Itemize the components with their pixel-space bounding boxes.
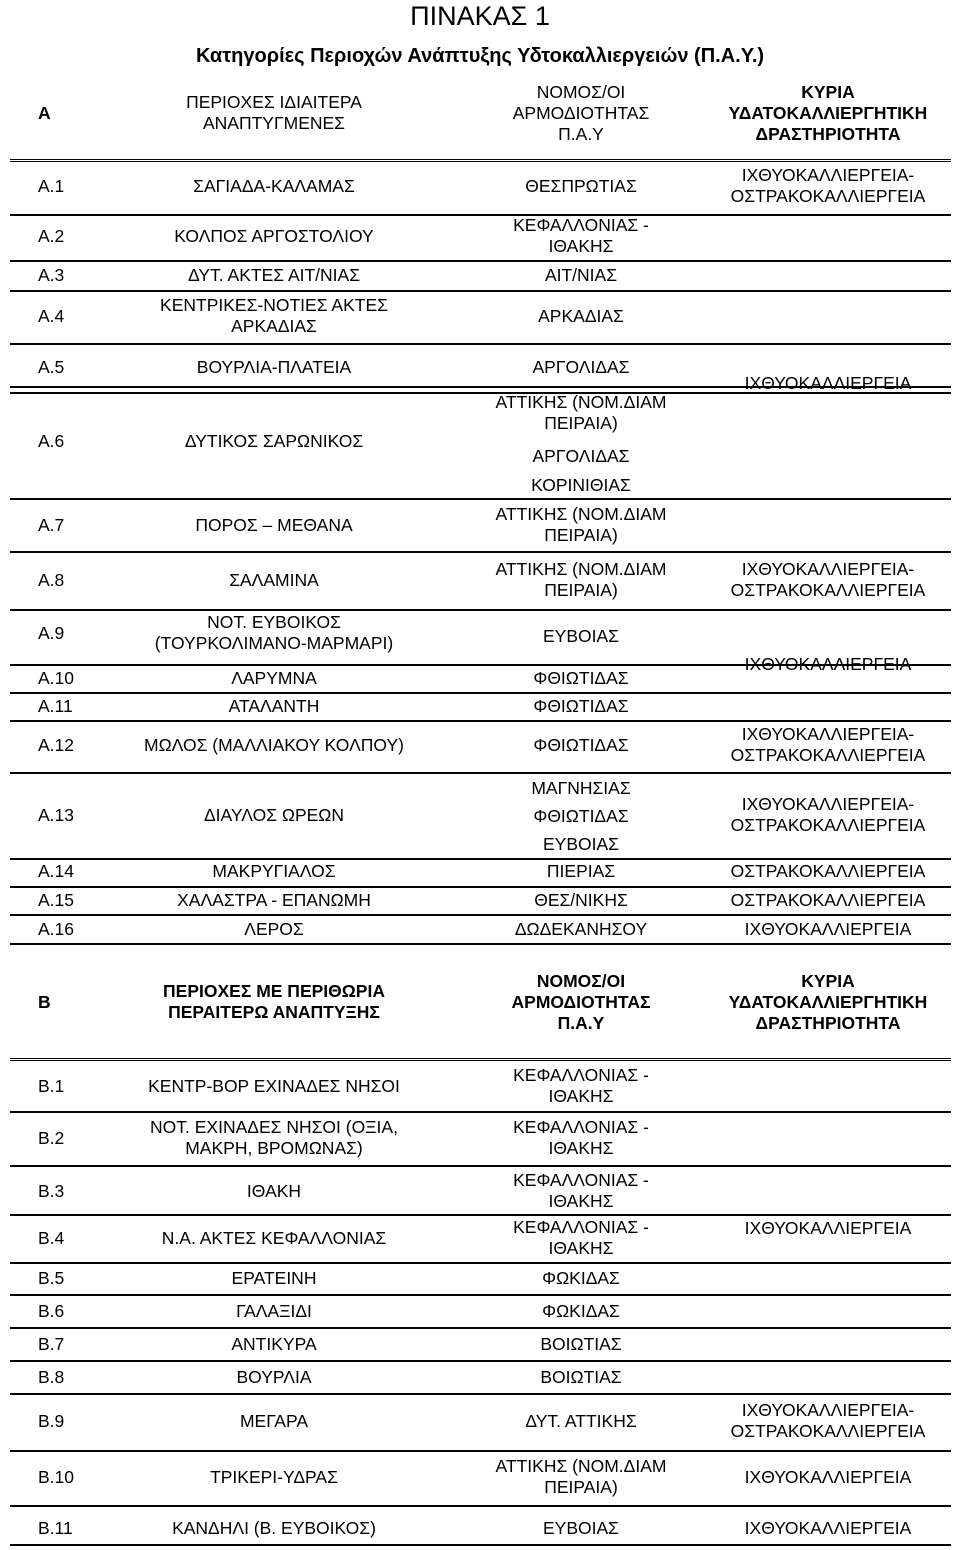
row-rule (10, 1505, 951, 1507)
row-code: Α.5 (38, 356, 65, 377)
row-code: Α.14 (38, 860, 74, 881)
activity-type: ΟΣΤΡΑΚΟΚΑΛΛΙΕΡΓΕΙΑ (730, 186, 926, 206)
row-rule (10, 392, 951, 394)
row-rule (10, 1360, 951, 1362)
area-name: ΚΕΝΤΡΙΚΕΣ-ΝΟΤΙΕΣ ΑΚΤΕΣ (160, 295, 388, 315)
prefecture-name: ΦΘΙΩΤΙΔΑΣ (533, 805, 629, 826)
area-name: ΤΡΙΚΕΡΙ-ΥΔΡΑΣ (210, 1466, 338, 1487)
section-b-prefecture-header: ΑΡΜΟΔΙΟΤΗΤΑΣ (511, 991, 651, 1012)
activity-type: ΙΧΘΥΟΚΑΛΛΙΕΡΓΕΙΑ (744, 1517, 912, 1538)
section-b-activity-header: ΔΡΑΣΤΗΡΙΟΤΗΤΑ (755, 1012, 901, 1033)
row-rule (10, 551, 951, 553)
prefecture-name: ΚΕΦΑΛΛΟΝΙΑΣ - (513, 1170, 649, 1190)
prefecture-name: ΑΤΤΙΚΗΣ (ΝΟΜ.ΔΙΑΜ (495, 392, 667, 412)
prefecture-name: ΑΤΤΙΚΗΣ (ΝΟΜ.ΔΙΑΜ (495, 559, 667, 579)
row-code: Α.2 (38, 225, 65, 246)
area-name: ΑΡΚΑΔΙΑΣ (231, 316, 317, 336)
activity-type: ΙΧΘΥΟΚΑΛΛΙΕΡΓΕΙΑ (744, 1217, 912, 1238)
row-rule (10, 1450, 951, 1452)
row-rule (10, 1165, 951, 1167)
row-rule (10, 914, 951, 916)
row-rule (10, 1111, 951, 1113)
activity-type: ΟΣΤΡΑΚΟΚΑΛΛΙΕΡΓΕΙΑ (730, 1421, 926, 1441)
row-code: Α.9 (38, 622, 65, 643)
prefecture-name: ΚΕΦΑΛΛΟΝΙΑΣ - (513, 1065, 649, 1085)
activity-type: ΙΧΘΥΟΚΑΛΛΙΕΡΓΕΙΑ- (741, 559, 915, 579)
prefecture-name: ΒΟΙΩΤΙΑΣ (540, 1366, 622, 1387)
prefecture-name: ΙΘΑΚΗΣ (548, 1191, 614, 1211)
row-rule (10, 1327, 951, 1329)
row-code: Α.3 (38, 264, 65, 285)
section-a-header-rule (10, 159, 951, 162)
area-name: ΝΟΤ. ΕΥΒΟΙΚΟΣ (207, 612, 341, 632)
section-b-prefecture-header: ΝΟΜΟΣ/ΟΙ (536, 970, 626, 991)
row-rule (10, 343, 951, 345)
prefecture-name: ΠΕΙΡΑΙΑ) (544, 413, 618, 433)
row-code: Α.13 (38, 804, 74, 825)
area-name: ΜΑΚΡΥΓΙΑΛΟΣ (212, 860, 336, 881)
area-name: ΔΙΑΥΛΟΣ ΩΡΕΩΝ (203, 804, 345, 825)
row-code: Β.4 (38, 1227, 65, 1248)
row-code: Α.12 (38, 734, 74, 755)
area-name: ΑΝΤΙΚΥΡΑ (231, 1333, 317, 1354)
row-code: Α.10 (38, 667, 74, 688)
area-name: ΑΤΑΛΑΝΤΗ (228, 695, 320, 716)
prefecture-name: ΑΡΚΑΔΙΑΣ (538, 305, 624, 326)
prefecture-name: ΠΕΙΡΑΙΑ) (544, 580, 618, 600)
section-a-prefecture-header: ΑΡΜΟΔΙΟΤΗΤΑΣ (512, 102, 650, 123)
row-rule (10, 290, 951, 292)
section-b-area-header: ΠΕΡΑΙΤΕΡΩ ΑΝΑΠΤΥΞΗΣ (168, 1002, 380, 1022)
activity-type: ΙΧΘΥΟΚΑΛΛΙΕΡΓΕΙΑ- (741, 794, 915, 814)
area-name: ΚΑΝΔΗΛΙ (Β. ΕΥΒΟΙΚΟΣ) (172, 1517, 376, 1538)
prefecture-name: ΑΡΓΟΛΙΔΑΣ (532, 356, 630, 377)
row-rule (10, 1393, 951, 1395)
prefecture-name: ΕΥΒΟΙΑΣ (543, 1517, 619, 1538)
area-name: ΔΥΤ. ΑΚΤΕΣ ΑΙΤ/ΝΙΑΣ (187, 264, 361, 285)
prefecture-name: ΘΕΣ/ΝΙΚΗΣ (534, 889, 628, 910)
area-name: ΜΩΛΟΣ (ΜΑΛΛΙΑΚΟΥ ΚΟΛΠΟΥ) (144, 734, 404, 755)
activity-type: ΟΣΤΡΑΚΟΚΑΛΛΙΕΡΓΕΙΑ (730, 745, 926, 765)
prefecture-name: ΑΤΤΙΚΗΣ (ΝΟΜ.ΔΙΑΜ (495, 504, 667, 524)
prefecture-name: ΦΩΚΙΔΑΣ (542, 1300, 620, 1321)
area-name: ΜΕΓΑΡΑ (239, 1410, 308, 1431)
section-b-area-header: ΠΕΡΙΟΧΕΣ ΜΕ ΠΕΡΙΘΩΡΙΑ (163, 981, 385, 1001)
section-b-code-header: Β (38, 991, 51, 1012)
activity-type: ΟΣΤΡΑΚΟΚΑΛΛΙΕΡΓΕΙΑ (730, 815, 926, 835)
section-a-area-header: ΠΕΡΙΟΧΕΣ ΙΔΙΑΙΤΕΡΑ (186, 92, 362, 112)
section-a-prefecture-header: Π.Α.Υ (558, 123, 604, 144)
prefecture-name: ΚΟΡΙΝΙΘΙΑΣ (531, 474, 631, 495)
prefecture-name: ΙΘΑΚΗΣ (548, 1238, 614, 1258)
row-code: Β.2 (38, 1127, 65, 1148)
prefecture-name: ΒΟΙΩΤΙΑΣ (540, 1333, 622, 1354)
area-name: ΛΑΡΥΜΝΑ (231, 667, 317, 688)
area-name: ΚΕΝΤΡ-ΒΟΡ ΕΧΙΝΑΔΕΣ ΝΗΣΟΙ (148, 1075, 400, 1096)
row-code: Α.6 (38, 430, 65, 451)
row-rule (10, 943, 951, 945)
area-name: ΜΑΚΡΗ, ΒΡΟΜΩΝΑΣ) (185, 1138, 363, 1158)
section-b-activity-header: ΚΥΡΙΑ (801, 970, 855, 991)
activity-type: ΙΧΘΥΟΚΑΛΛΙΕΡΓΕΙΑ- (741, 165, 915, 185)
prefecture-name: ΜΑΓΝΗΣΙΑΣ (531, 777, 631, 798)
activity-type: ΙΧΘΥΟΚΑΛΛΙΕΡΓΕΙΑ (744, 653, 912, 674)
row-rule (10, 386, 951, 388)
section-b-activity-header: ΥΔΑΤΟΚΑΛΛΙΕΡΓΗΤΙΚΗ (728, 991, 928, 1012)
row-code: Α.11 (38, 695, 73, 716)
prefecture-name: ΘΕΣΠΡΩΤΙΑΣ (525, 175, 637, 196)
section-a-area-header: ΑΝΑΠΤΥΓΜΕΝΕΣ (203, 113, 345, 133)
area-name: (ΤΟΥΡΚΟΛΙΜΑΝΟ-ΜΑΡΜΑΡΙ) (154, 633, 394, 653)
row-code: Β.9 (38, 1410, 65, 1431)
row-rule (10, 886, 951, 888)
activity-type: ΙΧΘΥΟΚΑΛΛΙΕΡΓΕΙΑ (744, 372, 912, 393)
prefecture-name: ΚΕΦΑΛΛΟΝΙΑΣ - (513, 1217, 649, 1237)
area-name: ΒΟΥΡΛΙΑ (236, 1366, 312, 1387)
row-rule (10, 1544, 951, 1546)
area-name: ΓΑΛΑΞΙΔΙ (236, 1300, 312, 1321)
section-a-prefecture-header: ΝΟΜΟΣ/ΟΙ (536, 81, 626, 102)
row-code: Α.16 (38, 918, 74, 939)
area-name: ΝΟΤ. ΕΧΙΝΑΔΕΣ ΝΗΣΟΙ (ΟΞΙΑ, (150, 1117, 398, 1137)
section-a-activity-header: ΔΡΑΣΤΗΡΙΟΤΗΤΑ (755, 123, 901, 144)
row-code: Β.1 (38, 1075, 65, 1096)
prefecture-name: ΦΘΙΩΤΙΔΑΣ (533, 734, 629, 755)
row-rule (10, 664, 951, 666)
prefecture-name: ΙΘΑΚΗΣ (548, 1138, 614, 1158)
area-name: ΔΥΤΙΚΟΣ ΣΑΡΩΝΙΚΟΣ (184, 430, 364, 451)
prefecture-name: ΕΥΒΟΙΑΣ (543, 833, 619, 854)
section-a-activity-header: ΥΔΑΤΟΚΑΛΛΙΕΡΓΗΤΙΚΗ (728, 102, 928, 123)
row-rule (10, 858, 951, 860)
area-name: ΕΡΑΤΕΙΝΗ (231, 1267, 317, 1288)
prefecture-name: ΔΥΤ. ΑΤΤΙΚΗΣ (525, 1410, 637, 1431)
section-a-code-header: Α (38, 102, 51, 123)
area-name: ΣΑΛΑΜΙΝΑ (229, 569, 319, 590)
section-a-activity-header: ΚΥΡΙΑ (801, 81, 855, 102)
row-code: Β.10 (38, 1466, 74, 1487)
row-rule (10, 260, 951, 262)
prefecture-name: ΙΘΑΚΗΣ (548, 236, 614, 256)
page-title: ΠΙΝΑΚΑΣ 1 (410, 1, 550, 31)
prefecture-name: ΑΡΓΟΛΙΔΑΣ (532, 445, 630, 466)
section-b-prefecture-header: Π.Α.Υ (557, 1012, 605, 1033)
activity-type: ΙΧΘΥΟΚΑΛΛΙΕΡΓΕΙΑ- (741, 1400, 915, 1420)
row-code: Β.5 (38, 1267, 65, 1288)
row-code: Α.1 (38, 175, 65, 196)
activity-type: ΙΧΘΥΟΚΑΛΛΙΕΡΓΕΙΑ- (741, 724, 915, 744)
prefecture-name: ΙΘΑΚΗΣ (548, 1086, 614, 1106)
row-code: Β.8 (38, 1366, 65, 1387)
row-rule (10, 692, 951, 694)
area-name: ΛΕΡΟΣ (244, 918, 304, 939)
activity-type: ΟΣΤΡΑΚΟΚΑΛΛΙΕΡΓΕΙΑ (730, 860, 926, 881)
row-code: Β.6 (38, 1300, 65, 1321)
row-rule (10, 772, 951, 774)
prefecture-name: ΑΤΤΙΚΗΣ (ΝΟΜ.ΔΙΑΜ (495, 1456, 667, 1476)
activity-type: ΟΣΤΡΑΚΟΚΑΛΛΙΕΡΓΕΙΑ (730, 889, 926, 910)
row-rule (10, 214, 951, 216)
area-name: ΚΟΛΠΟΣ ΑΡΓΟΣΤΟΛΙΟΥ (174, 225, 374, 246)
prefecture-name: ΚΕΦΑΛΛΟΝΙΑΣ - (513, 1117, 649, 1137)
prefecture-name: ΠΕΙΡΑΙΑ) (544, 525, 618, 545)
row-rule (10, 498, 951, 500)
section-b-header-rule (10, 1058, 951, 1061)
prefecture-name: ΠΙΕΡΙΑΣ (546, 860, 616, 881)
prefecture-name: ΚΕΦΑΛΛΟΝΙΑΣ - (513, 215, 649, 235)
area-name: ΒΟΥΡΛΙΑ-ΠΛΑΤΕΙΑ (196, 356, 352, 377)
row-rule (10, 1262, 951, 1264)
row-code: Α.8 (38, 569, 65, 590)
area-name: ΣΑΓΙΑΔΑ-ΚΑΛΑΜΑΣ (193, 175, 355, 196)
row-rule (10, 720, 951, 722)
row-code: Α.15 (38, 889, 74, 910)
prefecture-name: ΦΩΚΙΔΑΣ (542, 1267, 620, 1288)
prefecture-name: ΦΘΙΩΤΙΔΑΣ (533, 667, 629, 688)
row-code: Β.7 (38, 1333, 65, 1354)
area-name: Ν.Α. ΑΚΤΕΣ ΚΕΦΑΛΛΟΝΙΑΣ (161, 1227, 387, 1248)
row-code: Α.7 (38, 514, 65, 535)
area-name: ΧΑΛΑΣΤΡΑ - ΕΠΑΝΩΜΗ (177, 889, 371, 910)
prefecture-name: ΑΙΤ/ΝΙΑΣ (544, 264, 618, 285)
prefecture-name: ΕΥΒΟΙΑΣ (543, 625, 619, 646)
prefecture-name: ΦΘΙΩΤΙΔΑΣ (533, 695, 629, 716)
row-rule (10, 1294, 951, 1296)
activity-type: ΙΧΘΥΟΚΑΛΛΙΕΡΓΕΙΑ (744, 918, 912, 939)
row-code: Β.3 (38, 1180, 65, 1201)
prefecture-name: ΔΩΔΕΚΑΝΗΣΟΥ (514, 918, 648, 939)
activity-type: ΟΣΤΡΑΚΟΚΑΛΛΙΕΡΓΕΙΑ (730, 580, 926, 600)
row-code: Β.11 (38, 1517, 73, 1538)
row-code: Α.4 (38, 305, 65, 326)
row-rule (10, 609, 951, 611)
row-rule (10, 1214, 951, 1216)
page-subtitle: Κατηγορίες Περιοχών Ανάπτυξης Υδτοκαλλιεργειών (Π.Α.Υ.) (195, 45, 765, 67)
prefecture-name: ΠΕΙΡΑΙΑ) (544, 1477, 618, 1497)
area-name: ΙΘΑΚΗ (246, 1180, 302, 1201)
area-name: ΠΟΡΟΣ – ΜΕΘΑΝΑ (195, 514, 353, 535)
activity-type: ΙΧΘΥΟΚΑΛΛΙΕΡΓΕΙΑ (744, 1466, 912, 1487)
